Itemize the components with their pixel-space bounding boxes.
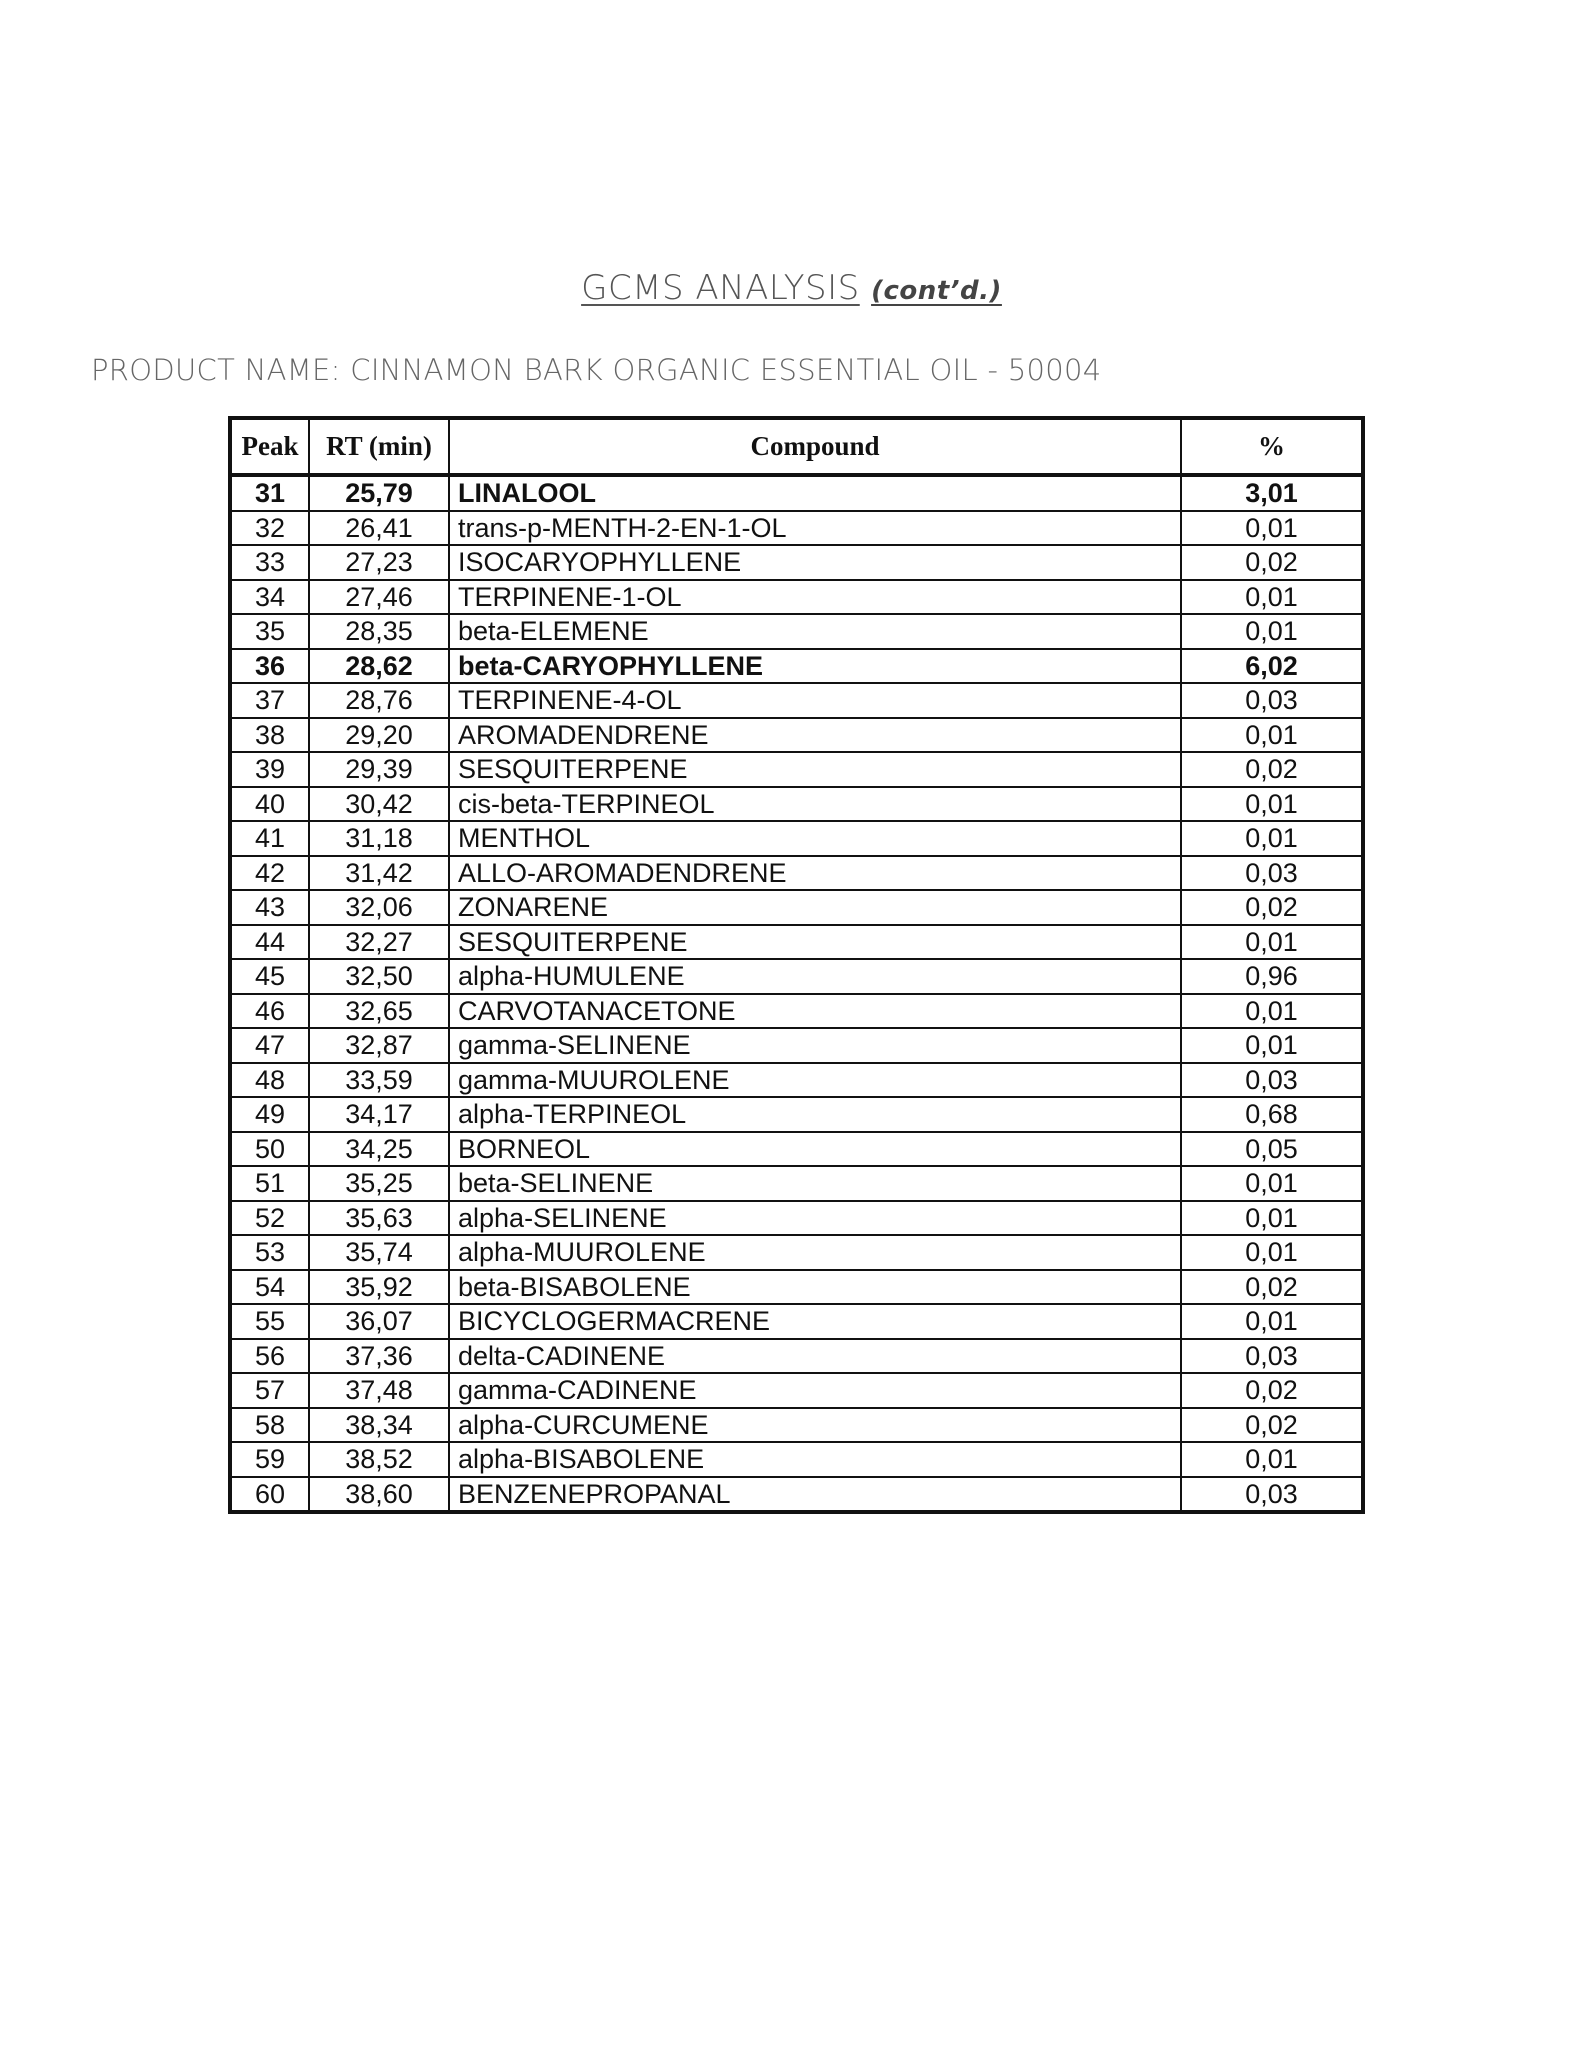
compound-cell: TERPINENE-4-OL — [449, 683, 1181, 718]
table-row — [230, 1270, 1363, 1305]
percent-cell: 0,03 — [1181, 856, 1363, 891]
compound-cell: beta-CARYOPHYLLENE — [449, 649, 1181, 684]
table-row — [230, 925, 1363, 960]
percent-cell: 0,01 — [1181, 1304, 1363, 1339]
percent-cell: 6,02 — [1181, 649, 1363, 684]
rt-cell: 32,65 — [309, 994, 449, 1029]
compound-cell: BORNEOL — [449, 1132, 1181, 1167]
table-header — [230, 418, 1363, 475]
percent-cell: 0,03 — [1181, 1339, 1363, 1374]
peak-cell: 58 — [230, 1408, 309, 1443]
table-row — [230, 614, 1363, 649]
percent-cell: 0,01 — [1181, 787, 1363, 822]
peak-cell: 31 — [230, 475, 309, 511]
table-row — [230, 1339, 1363, 1374]
col-header-compound: Compound — [449, 418, 1181, 475]
percent-cell: 0,02 — [1181, 890, 1363, 925]
compound-cell: ISOCARYOPHYLLENE — [449, 545, 1181, 580]
peak-cell: 33 — [230, 545, 309, 580]
rt-cell: 28,35 — [309, 614, 449, 649]
table-row — [230, 1028, 1363, 1063]
table-row — [230, 752, 1363, 787]
rt-cell: 37,48 — [309, 1373, 449, 1408]
rt-cell: 27,23 — [309, 545, 449, 580]
rt-cell: 27,46 — [309, 580, 449, 615]
peak-cell: 60 — [230, 1477, 309, 1513]
compound-cell: beta-ELEMENE — [449, 614, 1181, 649]
table-row — [230, 1442, 1363, 1477]
peak-cell: 42 — [230, 856, 309, 891]
compound-cell: MENTHOL — [449, 821, 1181, 856]
rt-cell: 35,25 — [309, 1166, 449, 1201]
rt-cell: 25,79 — [309, 475, 449, 511]
compound-cell: SESQUITERPENE — [449, 925, 1181, 960]
table-row — [230, 856, 1363, 891]
peak-cell: 53 — [230, 1235, 309, 1270]
rt-cell: 34,25 — [309, 1132, 449, 1167]
document-title — [0, 268, 1583, 308]
peak-cell: 55 — [230, 1304, 309, 1339]
col-header-rt: RT (min) — [309, 418, 449, 475]
compound-cell: SESQUITERPENE — [449, 752, 1181, 787]
compound-cell: trans-p-MENTH-2-EN-1-OL — [449, 511, 1181, 546]
compound-cell: TERPINENE-1-OL — [449, 580, 1181, 615]
peak-cell: 59 — [230, 1442, 309, 1477]
rt-cell: 29,39 — [309, 752, 449, 787]
percent-cell: 3,01 — [1181, 475, 1363, 511]
compound-cell: alpha-CURCUMENE — [449, 1408, 1181, 1443]
percent-cell: 0,01 — [1181, 1028, 1363, 1063]
table-row — [230, 1132, 1363, 1167]
compound-cell: ALLO-AROMADENDRENE — [449, 856, 1181, 891]
peak-cell: 49 — [230, 1097, 309, 1132]
table-row — [230, 545, 1363, 580]
table-row — [230, 994, 1363, 1029]
compound-cell: LINALOOL — [449, 475, 1181, 511]
compound-cell: alpha-HUMULENE — [449, 959, 1181, 994]
header-row — [230, 418, 1363, 475]
peak-cell: 37 — [230, 683, 309, 718]
peak-cell: 44 — [230, 925, 309, 960]
rt-cell: 35,63 — [309, 1201, 449, 1236]
table-row — [230, 1304, 1363, 1339]
rt-cell: 38,52 — [309, 1442, 449, 1477]
compound-cell: delta-CADINENE — [449, 1339, 1181, 1374]
compound-cell: CARVOTANACETONE — [449, 994, 1181, 1029]
gcms-table — [228, 416, 1365, 1514]
table-row — [230, 683, 1363, 718]
peak-cell: 57 — [230, 1373, 309, 1408]
compound-cell: alpha-BISABOLENE — [449, 1442, 1181, 1477]
table-row — [230, 475, 1363, 511]
percent-cell: 0,02 — [1181, 1373, 1363, 1408]
compound-cell: alpha-TERPINEOL — [449, 1097, 1181, 1132]
percent-cell: 0,01 — [1181, 718, 1363, 753]
table-row — [230, 1097, 1363, 1132]
compound-cell: alpha-SELINENE — [449, 1201, 1181, 1236]
peak-cell: 40 — [230, 787, 309, 822]
rt-cell: 29,20 — [309, 718, 449, 753]
table-body — [230, 475, 1363, 1512]
table-row — [230, 580, 1363, 615]
peak-cell: 39 — [230, 752, 309, 787]
rt-cell: 28,76 — [309, 683, 449, 718]
compound-cell: cis-beta-TERPINEOL — [449, 787, 1181, 822]
percent-cell: 0,01 — [1181, 1201, 1363, 1236]
peak-cell: 48 — [230, 1063, 309, 1098]
compound-cell: beta-SELINENE — [449, 1166, 1181, 1201]
table-row — [230, 1477, 1363, 1513]
percent-cell: 0,02 — [1181, 545, 1363, 580]
peak-cell: 47 — [230, 1028, 309, 1063]
percent-cell: 0,03 — [1181, 1063, 1363, 1098]
rt-cell: 35,74 — [309, 1235, 449, 1270]
peak-cell: 38 — [230, 718, 309, 753]
peak-cell: 34 — [230, 580, 309, 615]
product-name: PRODUCT NAME: CINNAMON BARK ORGANIC ESSENTIAL OIL - 50004 — [91, 353, 1102, 387]
rt-cell: 38,34 — [309, 1408, 449, 1443]
col-header-percent: % — [1181, 418, 1363, 475]
title-suffix: (cont’d.) — [871, 276, 1002, 306]
title-text: GCMS ANALYSIS — [581, 268, 860, 308]
percent-cell: 0,01 — [1181, 821, 1363, 856]
compound-cell: gamma-CADINENE — [449, 1373, 1181, 1408]
percent-cell: 0,01 — [1181, 580, 1363, 615]
col-header-peak: Peak — [230, 418, 309, 475]
percent-cell: 0,02 — [1181, 752, 1363, 787]
table-row — [230, 511, 1363, 546]
percent-cell: 0,01 — [1181, 614, 1363, 649]
table-row — [230, 649, 1363, 684]
rt-cell: 33,59 — [309, 1063, 449, 1098]
rt-cell: 38,60 — [309, 1477, 449, 1513]
rt-cell: 32,50 — [309, 959, 449, 994]
table-row — [230, 787, 1363, 822]
peak-cell: 43 — [230, 890, 309, 925]
percent-cell: 0,03 — [1181, 683, 1363, 718]
rt-cell: 34,17 — [309, 1097, 449, 1132]
rt-cell: 31,18 — [309, 821, 449, 856]
compound-cell: gamma-SELINENE — [449, 1028, 1181, 1063]
compound-cell: beta-BISABOLENE — [449, 1270, 1181, 1305]
table-row — [230, 1166, 1363, 1201]
peak-cell: 36 — [230, 649, 309, 684]
percent-cell: 0,01 — [1181, 511, 1363, 546]
compound-cell: BICYCLOGERMACRENE — [449, 1304, 1181, 1339]
percent-cell: 0,01 — [1181, 1442, 1363, 1477]
table-row — [230, 959, 1363, 994]
rt-cell: 37,36 — [309, 1339, 449, 1374]
peak-cell: 52 — [230, 1201, 309, 1236]
compound-cell: alpha-MUUROLENE — [449, 1235, 1181, 1270]
rt-cell: 31,42 — [309, 856, 449, 891]
table-row — [230, 1408, 1363, 1443]
percent-cell: 0,01 — [1181, 994, 1363, 1029]
table-row — [230, 1201, 1363, 1236]
peak-cell: 56 — [230, 1339, 309, 1374]
peak-cell: 32 — [230, 511, 309, 546]
rt-cell: 36,07 — [309, 1304, 449, 1339]
peak-cell: 35 — [230, 614, 309, 649]
rt-cell: 26,41 — [309, 511, 449, 546]
rt-cell: 30,42 — [309, 787, 449, 822]
rt-cell: 32,87 — [309, 1028, 449, 1063]
percent-cell: 0,96 — [1181, 959, 1363, 994]
table-row — [230, 1235, 1363, 1270]
peak-cell: 45 — [230, 959, 309, 994]
peak-cell: 50 — [230, 1132, 309, 1167]
peak-cell: 51 — [230, 1166, 309, 1201]
percent-cell: 0,01 — [1181, 1166, 1363, 1201]
percent-cell: 0,05 — [1181, 1132, 1363, 1167]
table-row — [230, 1373, 1363, 1408]
table-row — [230, 821, 1363, 856]
peak-cell: 54 — [230, 1270, 309, 1305]
rt-cell: 32,27 — [309, 925, 449, 960]
table-row — [230, 1063, 1363, 1098]
percent-cell: 0,03 — [1181, 1477, 1363, 1513]
rt-cell: 35,92 — [309, 1270, 449, 1305]
table-row — [230, 890, 1363, 925]
percent-cell: 0,02 — [1181, 1408, 1363, 1443]
compound-cell: ZONARENE — [449, 890, 1181, 925]
compound-cell: gamma-MUUROLENE — [449, 1063, 1181, 1098]
rt-cell: 32,06 — [309, 890, 449, 925]
rt-cell: 28,62 — [309, 649, 449, 684]
compound-cell: AROMADENDRENE — [449, 718, 1181, 753]
percent-cell: 0,01 — [1181, 925, 1363, 960]
percent-cell: 0,68 — [1181, 1097, 1363, 1132]
table-row — [230, 718, 1363, 753]
peak-cell: 46 — [230, 994, 309, 1029]
percent-cell: 0,02 — [1181, 1270, 1363, 1305]
percent-cell: 0,01 — [1181, 1235, 1363, 1270]
compound-cell: BENZENEPROPANAL — [449, 1477, 1181, 1513]
peak-cell: 41 — [230, 821, 309, 856]
